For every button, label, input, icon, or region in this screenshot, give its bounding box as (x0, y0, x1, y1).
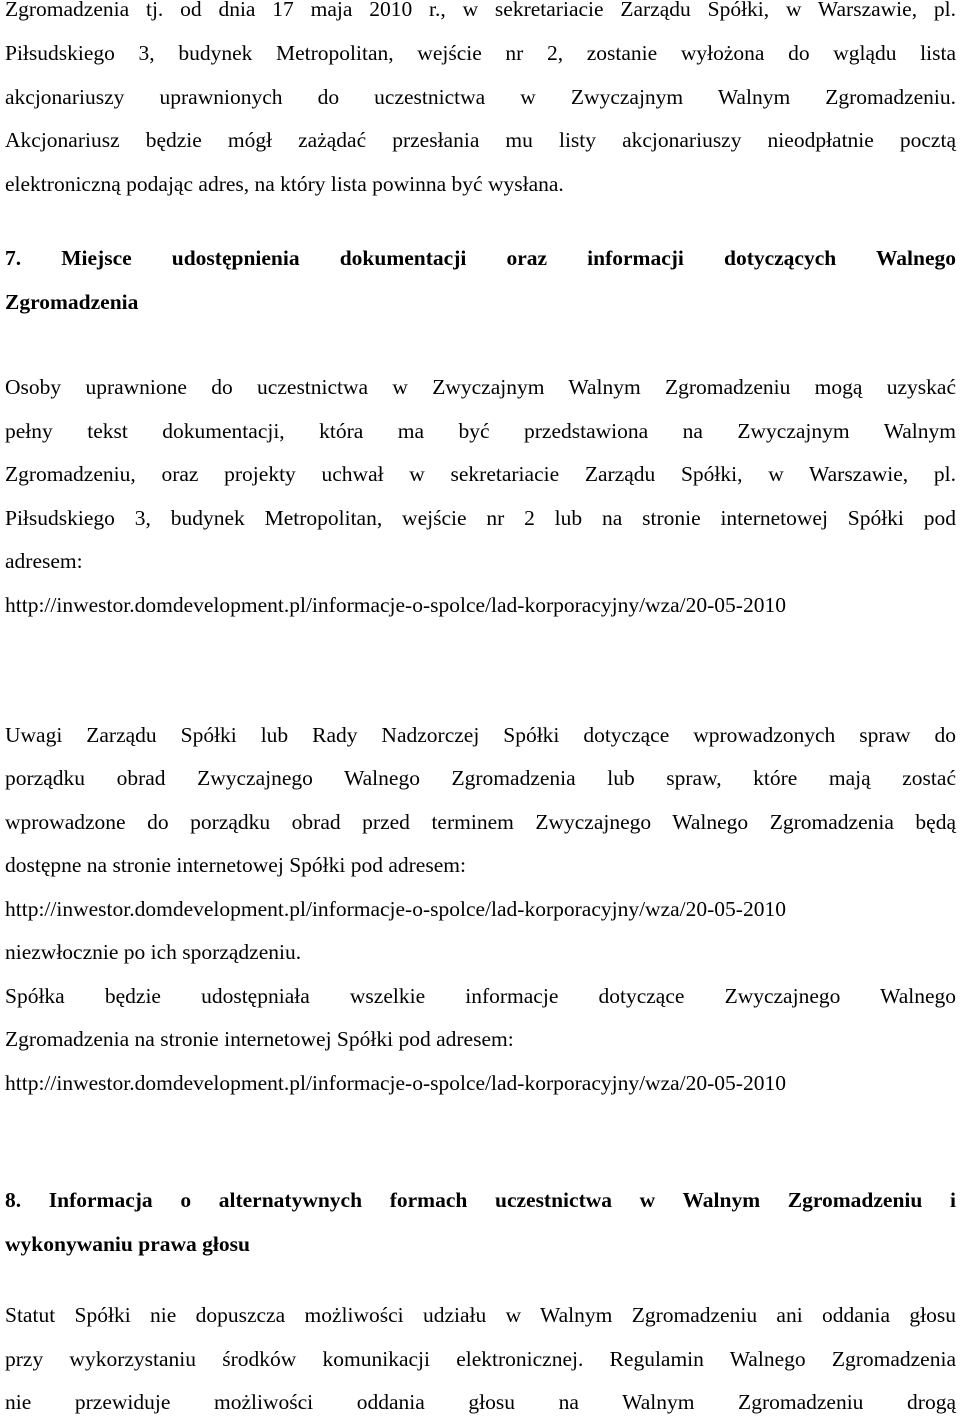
text-line: przy wykorzystaniu środków komunikacji elektronicznej. Regulamin Walnego Zgromadzenia (5, 1347, 956, 1371)
text-line: pełny tekst dokumentacji, która ma być przedstawiona na Zwyczajnym Walnym (5, 419, 956, 443)
heading-line: wykonywaniu prawa głosu (5, 1232, 250, 1256)
heading-line: Zgromadzenia (5, 290, 139, 314)
text-line: Piłsudskiego 3, budynek Metropolitan, wejście nr 2, zostanie wyłożona do wglądu lista (5, 41, 956, 65)
text-line: Piłsudskiego 3, budynek Metropolitan, wejście nr 2 lub na stronie internetowej Spółki pod (5, 506, 956, 530)
text-line: Osoby uprawnione do uczestnictwa w Zwyczajnym Walnym Zgromadzeniu mogą uzyskać (5, 375, 956, 399)
text-line: Zgromadzeniu, oraz projekty uchwał w sekretariacie Zarządu Spółki, w Warszawie, pl. (5, 462, 956, 486)
text-line: dostępne na stronie internetowej Spółki pod adresem: (5, 853, 466, 877)
information-link[interactable]: http://inwestor.domdevelopment.pl/informacje-o-spolce/lad-korporacyjny/wza/20-05-2010 (5, 1071, 786, 1095)
text-line: wprowadzone do porządku obrad przed terminem Zwyczajnego Walnego Zgromadzenia będą (5, 810, 956, 834)
heading-line: 7. Miejsce udostępnienia dokumentacji oraz informacji dotyczących Walnego (5, 246, 956, 270)
text-line: akcjonariuszy uprawnionych do uczestnictwa w Zwyczajnym Walnym Zgromadzeniu. (5, 85, 956, 109)
remarks-link[interactable]: http://inwestor.domdevelopment.pl/informacje-o-spolce/lad-korporacyjny/wza/20-05-2010 (5, 897, 786, 921)
text-line: porządku obrad Zwyczajnego Walnego Zgromadzenia lub spraw, które mają zostać (5, 766, 956, 790)
text-line: Uwagi Zarządu Spółki lub Rady Nadzorczej Spółki dotyczące wprowadzonych spraw do (5, 723, 956, 747)
text-line: Spółka będzie udostępniała wszelkie informacje dotyczące Zwyczajnego Walnego (5, 984, 956, 1008)
documentation-link[interactable]: http://inwestor.domdevelopment.pl/informacje-o-spolce/lad-korporacyjny/wza/20-05-2010 (5, 593, 786, 617)
text-line: nie przewiduje możliwości oddania głosu na Walnym Zgromadzeniu drogą (5, 1390, 956, 1414)
text-line: Statut Spółki nie dopuszcza możliwości udziału w Walnym Zgromadzeniu ani oddania głosu (5, 1303, 956, 1327)
text-line: Zgromadzenia tj. od dnia 17 maja 2010 r., w sekretariacie Zarządu Spółki, w Warszawie, pl. (5, 0, 956, 21)
text-line: adresem: (5, 549, 83, 573)
text-line: niezwłocznie po ich sporządzeniu. (5, 940, 302, 964)
text-line: Zgromadzenia na stronie internetowej Spółki pod adresem: (5, 1027, 514, 1051)
text-line: elektroniczną podając adres, na który lista powinna być wysłana. (5, 172, 564, 196)
text-line: Akcjonariusz będzie mógł zażądać przesłania mu listy akcjonariuszy nieodpłatnie pocztą (5, 128, 956, 152)
heading-line: 8. Informacja o alternatywnych formach uczestnictwa w Walnym Zgromadzeniu i (5, 1188, 956, 1212)
